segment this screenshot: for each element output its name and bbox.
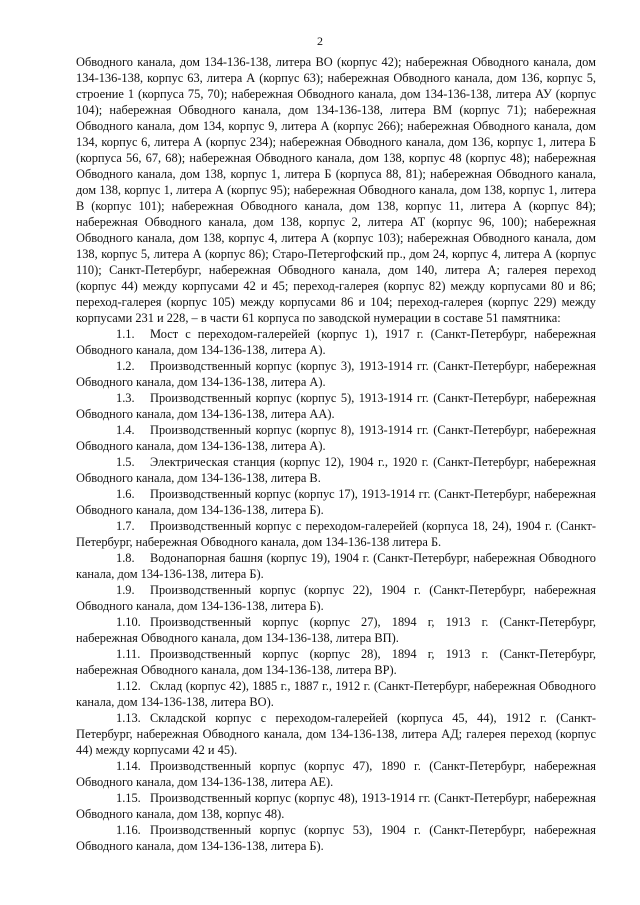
item-text: Водонапорная башня (корпус 19), 1904 г. (Санкт-Петербург, набережная Обводного канала, дом 134-136-138, литера Б).: [76, 551, 596, 581]
list-item: [76, 422, 596, 454]
item-number: 1.12.: [116, 679, 141, 693]
item-text: Производственный корпус (корпус 48), 1913-1914 гг. (Санкт-Петербург, набережная Обводного канала, дом 138, корпус 48).: [76, 791, 596, 821]
list-item: [76, 390, 596, 422]
item-number: 1.13.: [116, 711, 141, 725]
item-text: Электрическая станция (корпус 12), 1904 г., 1920 г. (Санкт-Петербург, набережная Обводного канала, дом 134-136-138, литера В.: [76, 455, 596, 485]
list-item: [76, 614, 596, 646]
document-body: [76, 54, 596, 854]
list-item: [76, 550, 596, 582]
item-number: 1.11.: [116, 647, 141, 661]
list-item: [76, 710, 596, 758]
item-text: Производственный корпус (корпус 5), 1913-1914 гг. (Санкт-Петербург, набережная Обводного канала, дом 134-136-138, литера АА).: [76, 391, 596, 421]
item-number: 1.15.: [116, 791, 141, 805]
list-item: [76, 790, 596, 822]
list-item: [76, 758, 596, 790]
intro-paragraph: Обводного канала, дом 134-136-138, литера ВО (корпус 42); набережная Обводного канала, дом 134-136-138, корпус 63, литера А (корпус 63); набережная Обводного канала, дом 136, корпус 5, строение 1 (корпуса 75, 70); набережная Обводного канала, дом 134-136-138, литера АУ (корпус 104); набережная Обводного канала, дом 134-136-138, литера ВМ (корпус 71); набережная Обводного канала, дом 134, корпус 9, литера А (корпус 266); набережная Обводного канала, дом 134, корпус 6, литера А (корпус 234); набережная Обводного канала, дом 136, корпус 1, литера Б (корпуса 56, 67, 68); набережная Обводного канала, дом 138, корпус 48 (корпус 48); набережная Обводного канала, дом 138, корпус 1, литера Б (корпуса 88, 81); набережная Обводного канала, дом 138, корпус 1, литера А (корпус 95); набережная Обводного канала, дом 138, корпус 1, литера В (корпус 101); набережная Обводного канала, дом 138, корпус 11, литера А (корпус 84); набережная Обводного канала, дом 138, корпус 2, литера АТ (корпус 96, 100); набережная Обводного канала, дом 138, корпус 4, литера А (корпус 103); набережная Обводного канала, дом 138, корпус 5, литера А (корпус 86); Старо-Петергофский пр., дом 24, корпус 4, литера А (корпус 110); Санкт-Петербург, набережная Обводного канала, дом 140, литера А; галерея переход (корпус 44) между корпусами 42 и 45; переход-галерея (корпус 82) между корпусами 80 и 86; переход-галерея (корпус 105) между корпусами 86 и 104; переход-галерея (корпус 229) между корпусами 231 и 228, – в части 61 корпуса по заводской нумерации в составе 51 памятника:: [76, 55, 596, 325]
page-number: 2: [317, 34, 323, 48]
list-item: [76, 582, 596, 614]
item-text: Складской корпус с переходом-галерейей (корпуса 45, 44), 1912 г. (Санкт-Петербург, набережная Обводного канала, дом 134-136-138, литера АД; галерея переход (корпус 44) между корпусами 42 и 45).: [76, 711, 596, 757]
item-number: 1.4.: [116, 423, 135, 437]
item-number: 1.1.: [116, 327, 135, 341]
list-item: [76, 678, 596, 710]
list-item: [76, 646, 596, 678]
item-text: Производственный корпус (корпус 22), 1904 г. (Санкт-Петербург, набережная Обводного канала, дом 134-136-138, литера Б).: [76, 583, 596, 613]
item-number: 1.7.: [116, 519, 135, 533]
item-text: Производственный корпус (корпус 3), 1913-1914 гг. (Санкт-Петербург, набережная Обводного канала, дом 134-136-138, литера А).: [76, 359, 596, 389]
item-text: Производственный корпус (корпус 17), 1913-1914 гг. (Санкт-Петербург, набережная Обводного канала, дом 134-136-138, литера Б).: [76, 487, 596, 517]
list-item: [76, 358, 596, 390]
item-text: Склад (корпус 42), 1885 г., 1887 г., 1912 г. (Санкт-Петербург, набережная Обводного канала, дом 134-136-138, литера ВО).: [76, 679, 596, 709]
item-text: Производственный корпус (корпус 8), 1913-1914 гг. (Санкт-Петербург, набережная Обводного канала, дом 134-136-138, литера А).: [76, 423, 596, 453]
item-number: 1.5.: [116, 455, 135, 469]
item-text: Производственный корпус (корпус 53), 1904 г. (Санкт-Петербург, набережная Обводного канала, дом 134-136-138, литера Б).: [76, 823, 596, 853]
item-number: 1.3.: [116, 391, 135, 405]
item-text: Производственный корпус (корпус 47), 1890 г. (Санкт-Петербург, набережная Обводного канала, дом 134-136-138, литера АЕ).: [76, 759, 596, 789]
item-number: 1.8.: [116, 551, 135, 565]
item-number: 1.6.: [116, 487, 135, 501]
list-item: [76, 518, 596, 550]
list-item: [76, 454, 596, 486]
list-item: [76, 486, 596, 518]
item-number: 1.10.: [116, 615, 141, 629]
list-item: [76, 822, 596, 854]
item-number: 1.14.: [116, 759, 141, 773]
item-text: Производственный корпус (корпус 28), 1894 г, 1913 г. (Санкт-Петербург, набережная Обводного канала, дом 134-136-138, литера ВР).: [76, 647, 596, 677]
item-text: Производственный корпус с переходом-галерейей (корпуса 18, 24), 1904 г. (Санкт-Петербург, набережная Обводного канала, дом 134-136-138 литера Б.: [76, 519, 596, 549]
item-number: 1.2.: [116, 359, 135, 373]
item-number: 1.9.: [116, 583, 135, 597]
list-item: [76, 326, 596, 358]
item-text: Мост с переходом-галерейей (корпус 1), 1917 г. (Санкт-Петербург, набережная Обводного канала, дом 134-136-138, литера А).: [76, 327, 596, 357]
item-number: 1.16.: [116, 823, 141, 837]
item-text: Производственный корпус (корпус 27), 1894 г, 1913 г. (Санкт-Петербург, набережная Обводного канала, дом 134-136-138, литера ВП).: [76, 615, 596, 645]
